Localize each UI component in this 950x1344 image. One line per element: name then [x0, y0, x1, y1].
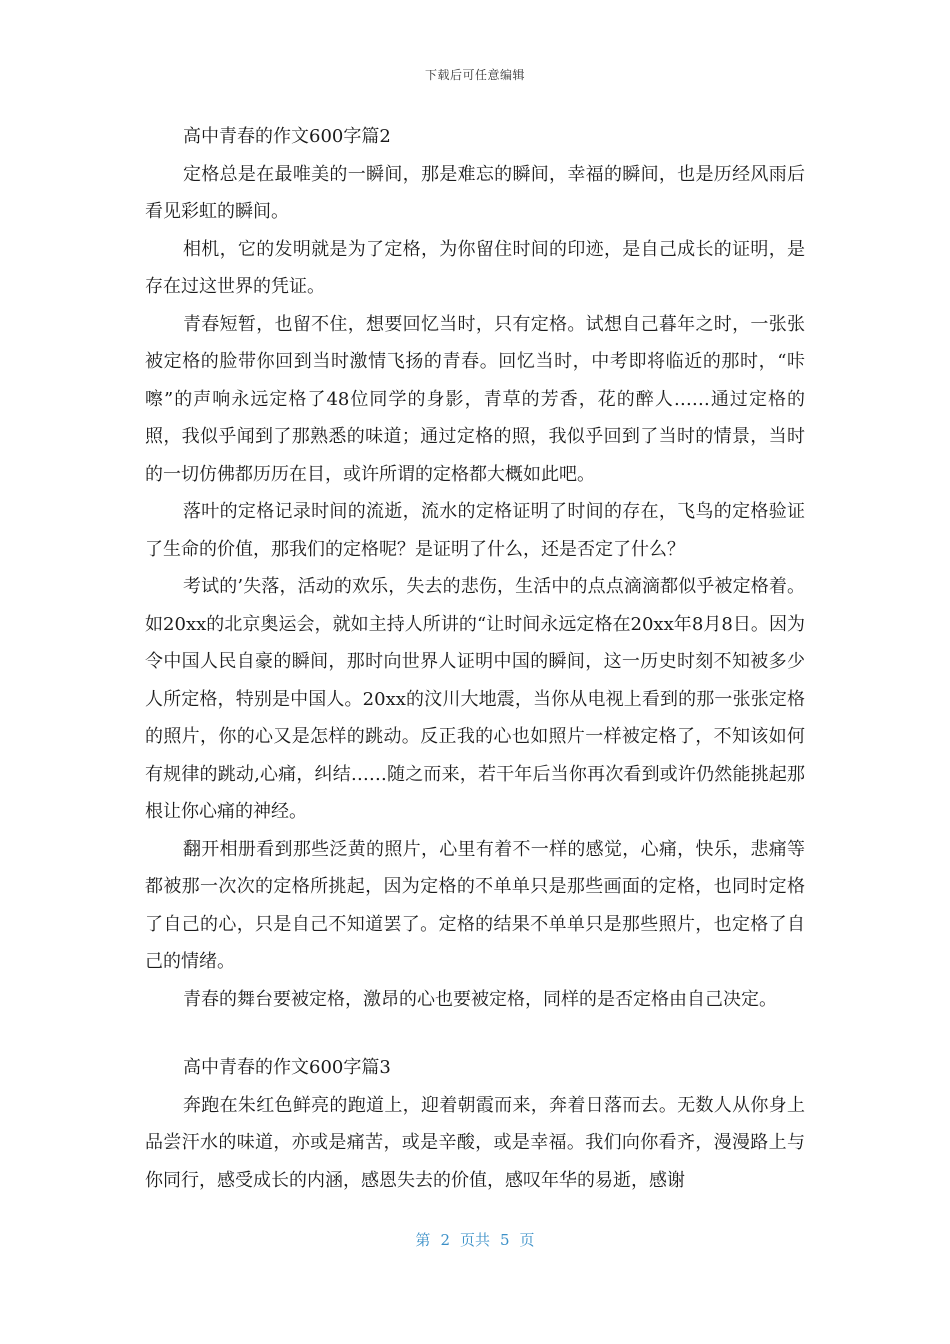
footer-suffix: 页 [519, 1231, 535, 1249]
current-page-number: 2 [440, 1231, 450, 1249]
page-number-footer [0, 1229, 950, 1250]
paragraph: 翻开相册看到那些泛黄的照片，心里有着不一样的感觉，心痛，快乐，悲痛等都被那一次次的定格所挑起，因为定格的不单单只是那些画面的定格，也同时定格了自己的心，只是自己不知道罢了。定格的结果不单单只是那些照片，也定格了自己的情绪。 [145, 838, 805, 972]
paragraph: 奔跑在朱红色鲜亮的跑道上，迎着朝霞而来，奔着日落而去。无数人从你身上品尝汗水的味道，亦或是痛苦，或是辛酸，或是幸福。我们向你看齐，漫漫路上与你同行，感受成长的内涵，感恩失去的价值，感叹年华的易逝，感谢 [145, 1094, 805, 1191]
total-page-count: 5 [500, 1231, 510, 1249]
footer-prefix: 第 [415, 1231, 431, 1249]
paragraph: 青春短暂，也留不住，想要回忆当时，只有定格。试想自己暮年之时，一张张被定格的脸带你回到当时激情飞扬的青春。回忆当时，中考即将临近的那时，“咔嚓”的声响永远定格了48位同学的身影，青草的芳香，花的醉人……通过定格的照，我似乎闻到了那熟悉的味道；通过定格的照，我似乎回到了当时的情景，当时的一切仿佛都历历在目，或许所谓的定格都大概如此吧。 [145, 313, 805, 485]
paragraph: 青春的舞台要被定格，激昂的心也要被定格，同样的是否定格由自己决定。 [183, 988, 777, 1010]
footer-middle: 页共 [459, 1231, 490, 1249]
paragraph: 定格总是在最唯美的一瞬间，那是难忘的瞬间，幸福的瞬间，也是历经风雨后看见彩虹的瞬间。 [145, 163, 805, 222]
section-title: 高中青春的作文600字篇2 [183, 126, 391, 147]
paragraph: 落叶的定格记录时间的流逝，流水的定格证明了时间的存在，飞鸟的定格验证了生命的价值，那我们的定格呢？是证明了什么，还是否定了什么？ [145, 501, 805, 560]
document-body [145, 118, 805, 1199]
section-title: 高中青春的作文600字篇3 [183, 1057, 391, 1078]
paragraph: 考试的’失落，活动的欢乐，失去的悲伤，生活中的点点滴滴都似乎被定格着。如20xx的北京奥运会，就如主持人所讲的“让时间永远定格在20xx年8月8日。因为令中国人民自豪的瞬间，那时向世界人证明中国的瞬间，这一历史时刻不知被多少人所定格，特别是中国人。20xx的汶川大地震，当你从电视上看到的那一张张定格的照片，你的心又是怎样的跳动。反正我的心也如照片一样被定格了，不知该如何有规律的跳动,心痛，纠结……随之而来，若干年后当你再次看到或许仍然能挑起那根让你心痛的神经。 [145, 576, 805, 822]
paragraph: 相机，它的发明就是为了定格，为你留住时间的印迹，是自己成长的证明，是存在过这世界的凭证。 [145, 238, 805, 297]
page-header: 下载后可任意编辑 [424, 68, 525, 82]
